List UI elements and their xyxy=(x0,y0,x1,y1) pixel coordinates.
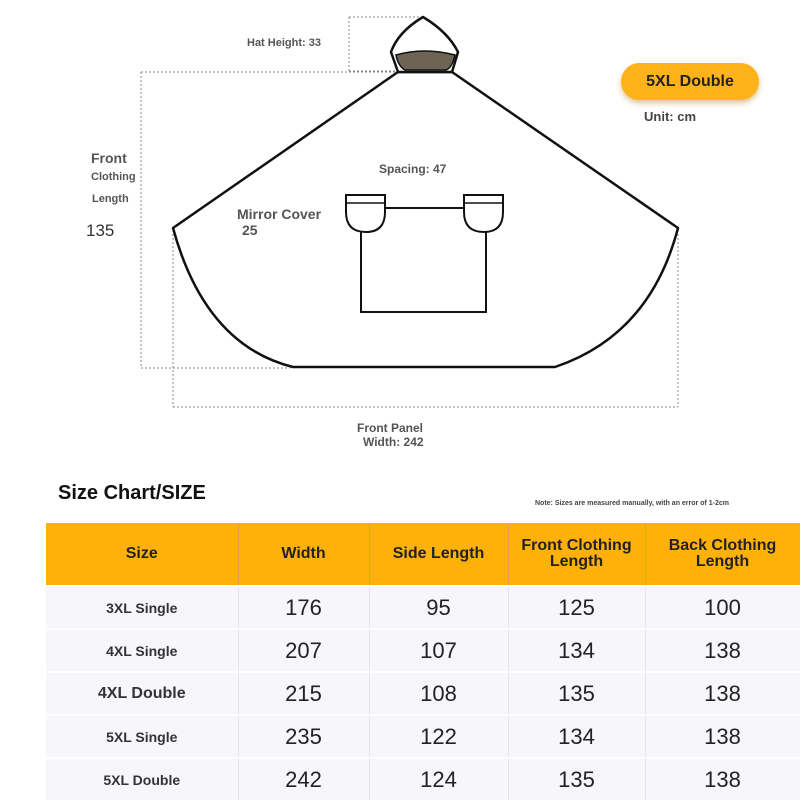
side-length-cell: 122 xyxy=(369,715,508,758)
back-length-cell: 138 xyxy=(645,629,800,672)
front-length-cell: 125 xyxy=(508,586,645,629)
width-cell: 207 xyxy=(238,629,369,672)
table-row xyxy=(46,715,800,758)
front-panel-label-line2: Width: 242 xyxy=(363,435,424,449)
header-front-length: Front Clothing Length xyxy=(508,523,645,586)
size-cell: 4XL Single xyxy=(46,629,238,672)
mirror-cover-value: 25 xyxy=(242,222,258,238)
back-length-cell: 100 xyxy=(645,586,800,629)
side-length-cell: 107 xyxy=(369,629,508,672)
size-table xyxy=(46,523,800,800)
front-length-cell: 135 xyxy=(508,758,645,800)
size-badge: 5XL Double xyxy=(621,63,759,100)
side-length-cell: 124 xyxy=(369,758,508,800)
table-row xyxy=(46,629,800,672)
back-length-cell: 138 xyxy=(645,672,800,715)
side-length-cell: 108 xyxy=(369,672,508,715)
front-length-label-line3: Length xyxy=(92,193,129,205)
header-size: Size xyxy=(46,523,238,586)
front-length-cell: 134 xyxy=(508,715,645,758)
measurement-note: Note: Sizes are measured manually, with an error of 1-2cm xyxy=(535,500,729,507)
header-back-length: Back Clothing Length xyxy=(645,523,800,586)
spacing-label: Spacing: 47 xyxy=(379,162,447,176)
front-length-cell: 134 xyxy=(508,629,645,672)
width-cell: 176 xyxy=(238,586,369,629)
size-cell: 5XL Double xyxy=(46,758,238,800)
size-cell: 5XL Single xyxy=(46,715,238,758)
side-length-cell: 95 xyxy=(369,586,508,629)
mirror-cover-left xyxy=(346,195,385,232)
table-row xyxy=(46,586,800,629)
table-row xyxy=(46,672,800,715)
front-length-value: 135 xyxy=(86,221,115,240)
header-side-length: Side Length xyxy=(369,523,508,586)
back-length-cell: 138 xyxy=(645,758,800,800)
size-table-header-row xyxy=(46,523,800,586)
width-cell: 235 xyxy=(238,715,369,758)
header-width: Width xyxy=(238,523,369,586)
front-length-label-line1: Front xyxy=(91,150,127,166)
unit-label: Unit: cm xyxy=(644,109,696,124)
mirror-cover-right xyxy=(464,195,503,232)
front-length-cell: 135 xyxy=(508,672,645,715)
table-row xyxy=(46,758,800,800)
size-chart-title: Size Chart/SIZE xyxy=(58,482,206,504)
size-cell: 3XL Single xyxy=(46,586,238,629)
back-length-cell: 138 xyxy=(645,715,800,758)
front-panel-label-line1: Front Panel xyxy=(357,421,424,435)
width-cell: 242 xyxy=(238,758,369,800)
hat-height-label: Hat Height: 33 xyxy=(247,37,321,49)
width-cell: 215 xyxy=(238,672,369,715)
hood-opening xyxy=(396,51,455,70)
size-cell: 4XL Double xyxy=(46,672,238,715)
front-length-label-line2: Clothing xyxy=(91,171,136,183)
mirror-cover-label: Mirror Cover xyxy=(237,206,322,222)
